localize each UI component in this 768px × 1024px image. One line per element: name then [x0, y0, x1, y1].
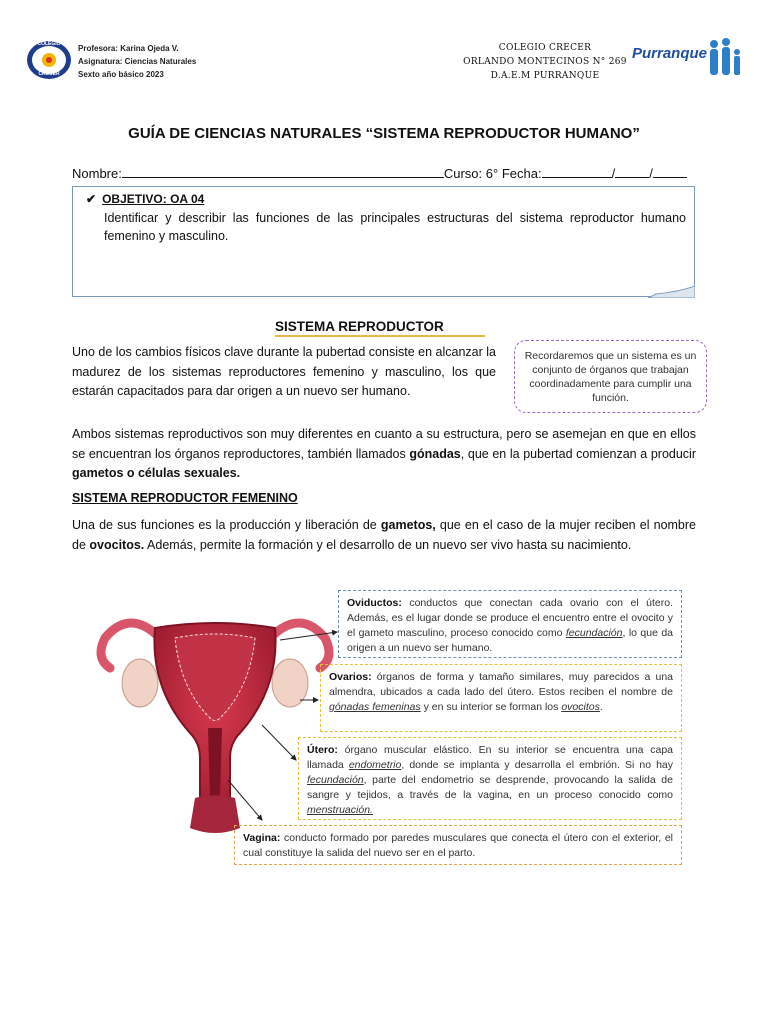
para3-text-a: Una de sus funciones es la producción y liberación de — [72, 518, 381, 532]
ovarios-em1: gónadas femeninas — [329, 701, 421, 713]
vagina-text-a: conducto formado por paredes musculares que conecta el útero con el exterior, el cual constituye la salida del nuevo ser en el parto. — [243, 832, 673, 859]
oviductos-em: fecundación — [565, 627, 623, 639]
teacher-name: Profesora: Karina Ojeda V. — [78, 44, 179, 53]
para3-text-c: que en el caso de la mujer reciben el nombre de — [72, 518, 696, 552]
utero-em2: fecundación — [307, 774, 364, 786]
ovarios-term: Ovarios: — [329, 671, 372, 683]
oviductos-term: Oviductos: — [347, 597, 402, 609]
objective-text: Identificar y describir las funciones de las principales estructuras del sistema reproductor humano femenino y masculino. — [104, 211, 686, 243]
para2-text-a: Ambos sistemas reproductivos son muy diferentes en cuanto a su estructura, pero se asemejan en que en ellos se encuentran los órganos reproductores, también llamados — [72, 427, 696, 461]
utero-term: Útero: — [307, 744, 338, 756]
oviductos-box — [338, 590, 682, 658]
purranque-logo-text: Purranque — [632, 45, 708, 62]
paragraph-puberty: Uno de los cambios físicos clave durante la pubertad consiste en alcanzar la madurez de los sistemas reproductores femenino y masculino, los que estarán capacitados para dar origen a un nuevo ser humano. — [72, 345, 496, 398]
gametos-term: gametos, — [380, 518, 436, 532]
vagina-term: Vagina: — [243, 832, 281, 844]
guide-title: GUÍA DE CIENCIAS NATURALES “SISTEMA REPRODUCTOR HUMANO” — [128, 125, 640, 142]
school-street: ORLANDO MONTECINOS N° 269 — [463, 57, 627, 67]
gametes-term: gametos o células sexuales. — [72, 466, 241, 480]
para3-text-e: Además, permite la formación y el desarrollo de un nuevo ser vivo hasta su nacimiento. — [144, 537, 632, 552]
vagina-box — [234, 825, 682, 865]
subsection-title: SISTEMA REPRODUCTOR FEMENINO — [72, 491, 298, 505]
school-logo-bottom-text: CRECER — [38, 71, 60, 77]
objective-code: OBJETIVO: OA 04 — [102, 192, 205, 206]
course-label: Curso: 6° — [443, 166, 499, 181]
ovarios-text-b: y en su interior se forman los — [420, 701, 562, 713]
section-title: SISTEMA REPRODUCTOR — [275, 319, 444, 334]
name-label: Nombre: — [72, 166, 122, 181]
subject: Asignatura: Ciencias Naturales — [78, 57, 197, 66]
ovarios-box — [320, 664, 682, 732]
utero-text-a: órgano muscular elástico. En su interior se encuentra una capa llamada — [307, 744, 673, 771]
utero-em1: endometrio — [348, 759, 402, 771]
oviductos-text-a: conductos que conectan cada ovario con el útero. Además, es el lugar donde se produce el encuentro entre el ovocito y el gameto masculino, proceso conocido como — [347, 597, 673, 639]
system-definition-note: Recordaremos que un sistema es un conjunto de órganos que trabajan coordinadamente para cumplir una función. — [514, 340, 707, 413]
ovocitos-term: ovocitos. — [89, 537, 145, 552]
para2-text-c: , que en la pubertad comienzan a producir — [460, 446, 696, 461]
utero-text-b: , donde se implanta y desarrolla el embrión. Si no hay — [401, 759, 673, 771]
utero-em3: menstruación. — [307, 804, 373, 816]
grade-year: Sexto año básico 2023 — [78, 70, 164, 79]
oviductos-text-b: , lo que da origen a un nuevo ser humano. — [347, 627, 673, 654]
school-name: COLEGIO CRECER — [498, 43, 592, 53]
date-label: Fecha: — [501, 166, 542, 181]
checkmark-icon: ✔ — [86, 192, 97, 206]
ovarios-text-a: órganos de forma y tamaño similares, muy parecidos a una almendra, ubicados a cada lado del útero. Estos reciben el nombre de — [329, 671, 673, 698]
school-daem: D.A.E.M PURRANQUE — [490, 71, 600, 81]
ovarios-text-c: . — [599, 701, 603, 713]
utero-text-c: , parte del endometrio se desprende, provocando la salida de sangre y tejidos, a través de la vagina, en un proceso conocido como — [307, 774, 673, 801]
utero-box — [298, 737, 682, 820]
ovarios-em2: ovocitos — [561, 701, 600, 713]
school-logo-top-text: COLEGIO — [37, 41, 61, 47]
student-fields: Nombre: Curso: 6° Fecha: / / — [72, 165, 687, 181]
gonadas-term: gónadas — [409, 446, 461, 461]
